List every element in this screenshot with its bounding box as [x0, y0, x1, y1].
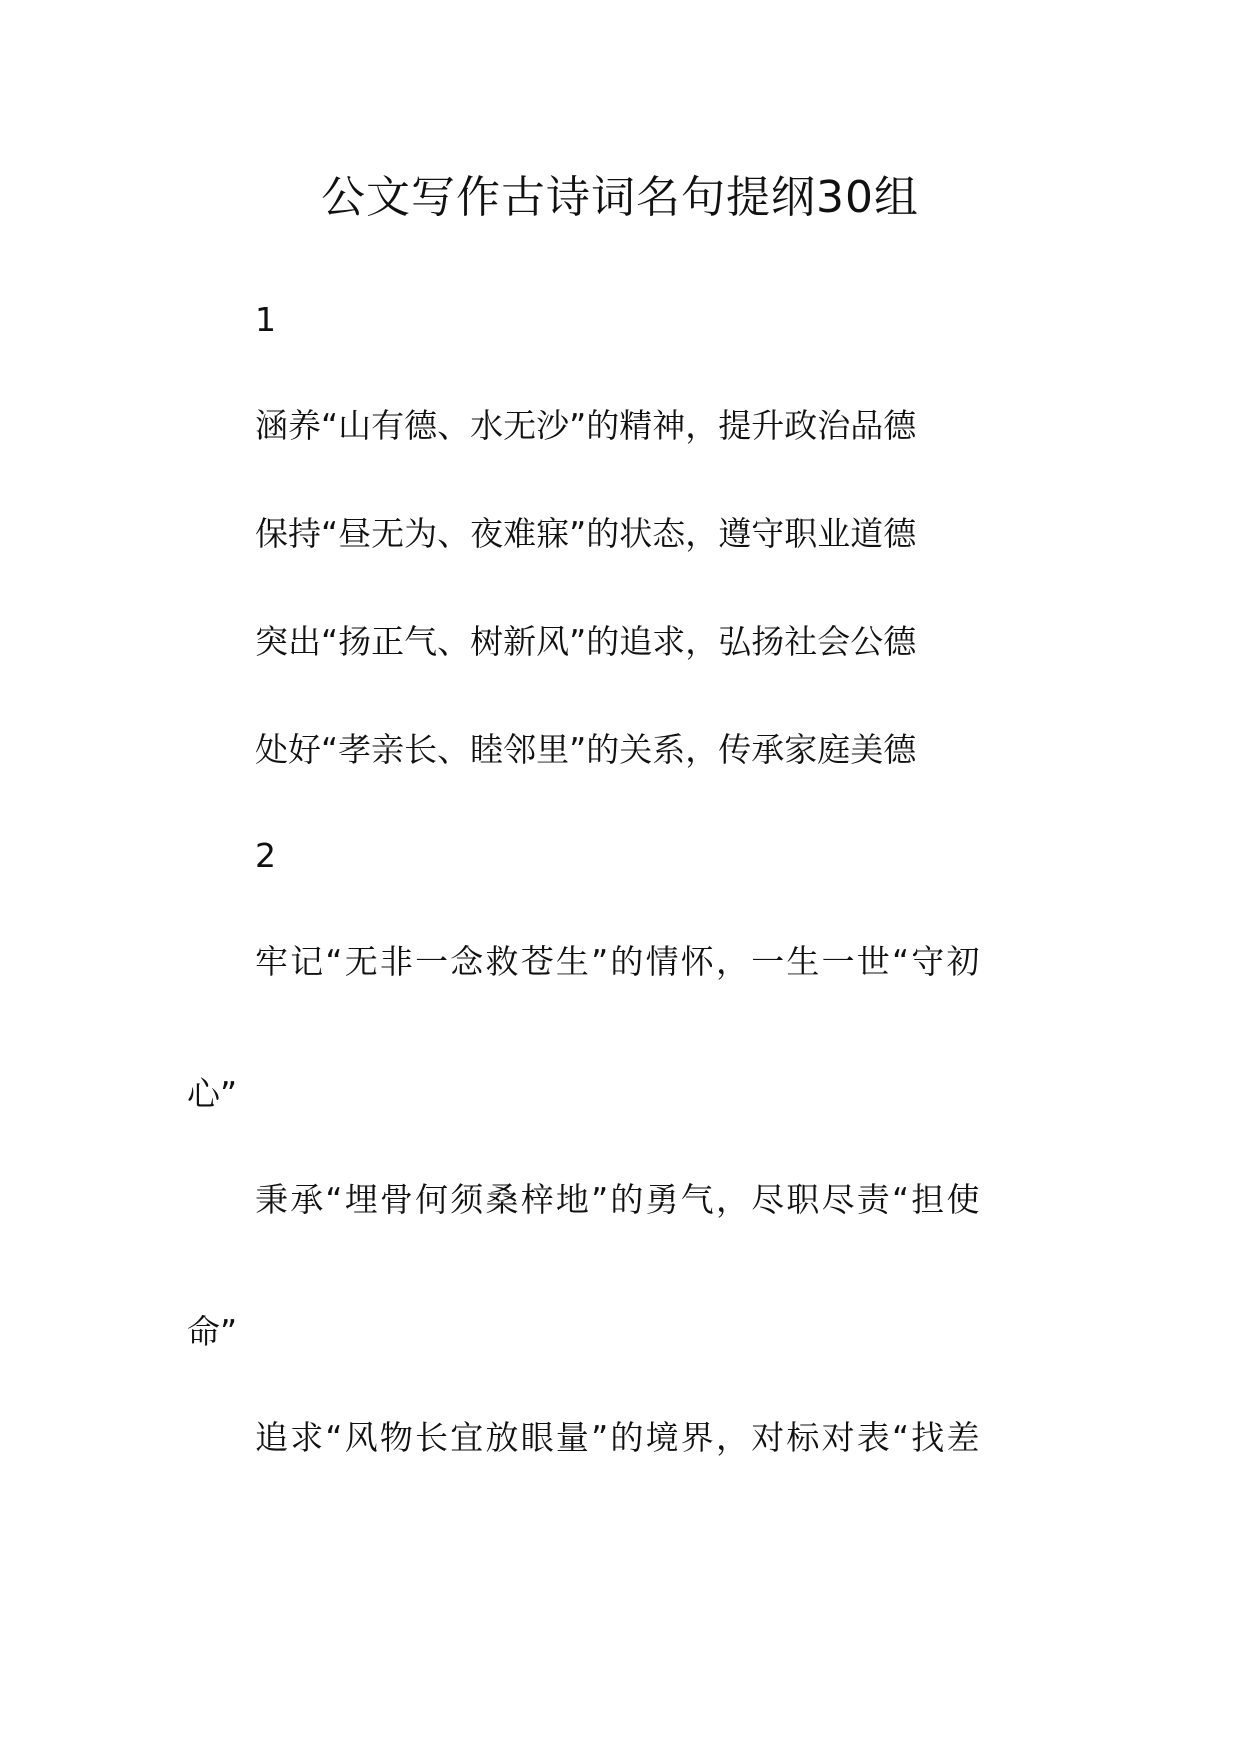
section-2-line-1-continuation: 心” — [187, 1074, 238, 1113]
section-2-line-3: 追求“风物长宜放眼量”的境界，对标对表“找差 — [255, 1418, 982, 1457]
section-1-line-3: 突出“扬正气、树新风”的追求，弘扬社会公德 — [255, 622, 917, 661]
section-1-line-1: 涵养“山有德、水无沙”的精神，提升政治品德 — [255, 406, 917, 445]
section-2-line-2-continuation: 命” — [187, 1312, 238, 1351]
document-title: 公文写作古诗词名句提纲30组 — [321, 172, 919, 223]
section-1-line-2: 保持“昼无为、夜难寐”的状态，遵守职业道德 — [255, 514, 917, 553]
section-2-line-2: 秉承“埋骨何须桑梓地”的勇气，尽职尽责“担使 — [255, 1180, 982, 1219]
section-2-line-1: 牢记“无非一念救苍生”的情怀，一生一世“守初 — [255, 942, 982, 981]
section-1-line-4: 处好“孝亲长、睦邻里”的关系，传承家庭美德 — [255, 730, 917, 769]
section-number-1: 1 — [255, 300, 276, 339]
section-number-2: 2 — [255, 836, 276, 875]
